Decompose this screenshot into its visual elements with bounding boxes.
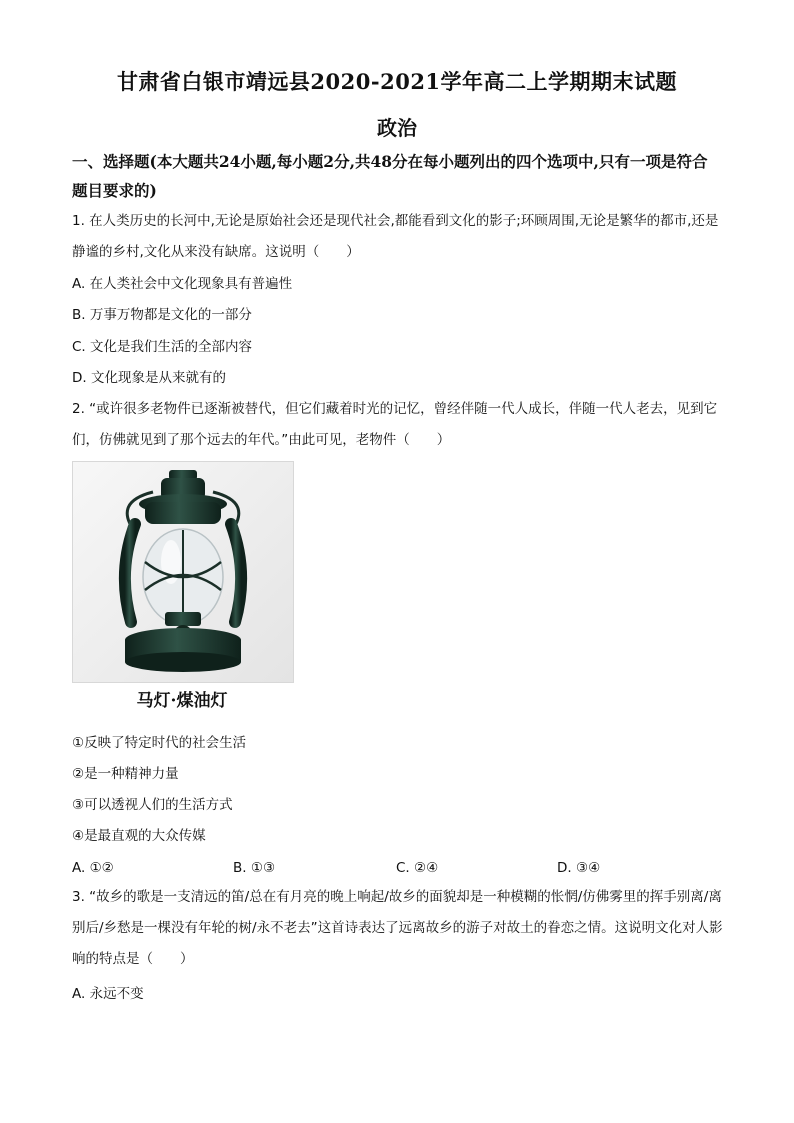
question-2-statement-3: ③可以透视人们的生活方式: [72, 797, 233, 813]
question-1-option-b: B. 万事万物都是文化的一部分: [72, 307, 252, 323]
question-3-stem: 3. “故乡的歌是一支清远的笛/总在有月亮的晚上响起/故乡的面貌却是一种模糊的怅惘/仿佛雾里的挥手别离/离别后/乡愁是一棵没有年轮的树/永不老去”这首诗表达了远离故乡的游子对故土的眷恋之情。这说明文化对人影响的特点是（ ）: [72, 889, 723, 967]
question-3-option-a: A. 永远不变: [72, 986, 144, 1002]
page-title: 甘肃省白银市靖远县2020-2021学年高二上学期期末试题: [116, 69, 678, 94]
question-1-option-a: A. 在人类社会中文化现象具有普遍性: [72, 276, 293, 292]
question-2-statement-1: ①反映了特定时代的社会生活: [72, 735, 247, 751]
question-2-statement-2: ②是一种精神力量: [72, 766, 179, 782]
question-1-option-c: C. 文化是我们生活的全部内容: [72, 339, 253, 355]
question-2-option-d: D. ③④: [557, 860, 601, 876]
question-2-stem: 2. “或许很多老物件已逐渐被替代，但它们藏着时光的记忆，曾经伴随一代人成长，伴随一代人老去，见到它们，仿佛就见到了那个远去的年代。”由此可见，老物件（ ）: [72, 401, 718, 448]
question-2-option-a: A. ①②: [72, 860, 114, 876]
subject-heading: 政治: [377, 116, 417, 140]
question-1-stem: 1. 在人类历史的长河中,无论是原始社会还是现代社会,都能看到文化的影子;环顾周围,无论是繁华的都市,还是静谧的乡村,文化从来没有缺席。这说明（ ）: [72, 213, 719, 260]
question-2-option-c: C. ②④: [396, 860, 439, 876]
lantern-photo: [72, 461, 294, 683]
question-1-option-d: D. 文化现象是从来就有的: [72, 370, 226, 386]
question-2-statement-4: ④是最直观的大众传媒: [72, 828, 206, 844]
lantern-caption: 马灯·煤油灯: [136, 691, 228, 711]
kerosene-lantern-icon: [73, 462, 293, 682]
question-2-option-b: B. ①③: [233, 860, 276, 876]
section-heading: 一、选择题(本大题共24小题,每小题2分,共48分在每小题列出的四个选项中,只有一项是符合题目要求的): [72, 152, 708, 200]
